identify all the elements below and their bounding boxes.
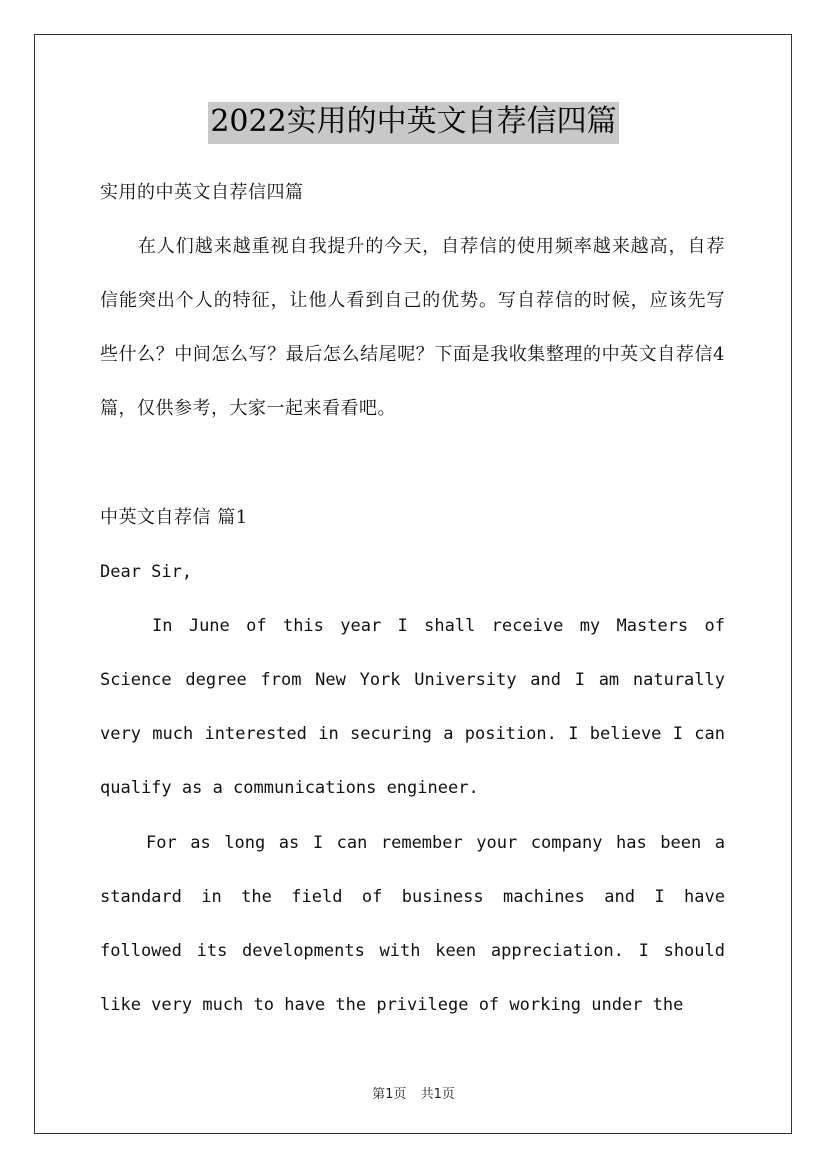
- subtitle: 实用的中英文自荐信四篇: [100, 182, 304, 203]
- page-number: 第1页: [372, 1087, 407, 1102]
- document-title: 2022实用的中英文自荐信四篇: [208, 102, 618, 144]
- letter-paragraph-2: For as long as I can remember your company has been a standard in the field of business machines and I have followed its developments with keen appreciation. I should like very much to have the privilege of working under the: [100, 833, 725, 1015]
- intro-paragraph: 在人们越来越重视自我提升的今天，自荐信的使用频率越来越高，自荐信能突出个人的特征，让他人看到自己的优势。写自荐信的时候，应该先写些什么？中间怎么写？最后怎么结尾呢？下面是我收集整理的中英文自荐信4篇，仅供参考，大家一起来看看吧。: [100, 236, 725, 419]
- page-footer: [0, 1083, 827, 1102]
- section-heading: 中英文自荐信 篇1: [100, 507, 248, 528]
- letter-paragraph-1: In June of this year I shall receive my Masters of Science degree from New York University and I am naturally very much interested in securing a position. I believe I can qualify as a communications engineer.: [100, 616, 725, 798]
- title-container: [0, 102, 827, 144]
- salutation: Dear Sir,: [100, 562, 193, 582]
- page-total: 共1页: [420, 1087, 455, 1102]
